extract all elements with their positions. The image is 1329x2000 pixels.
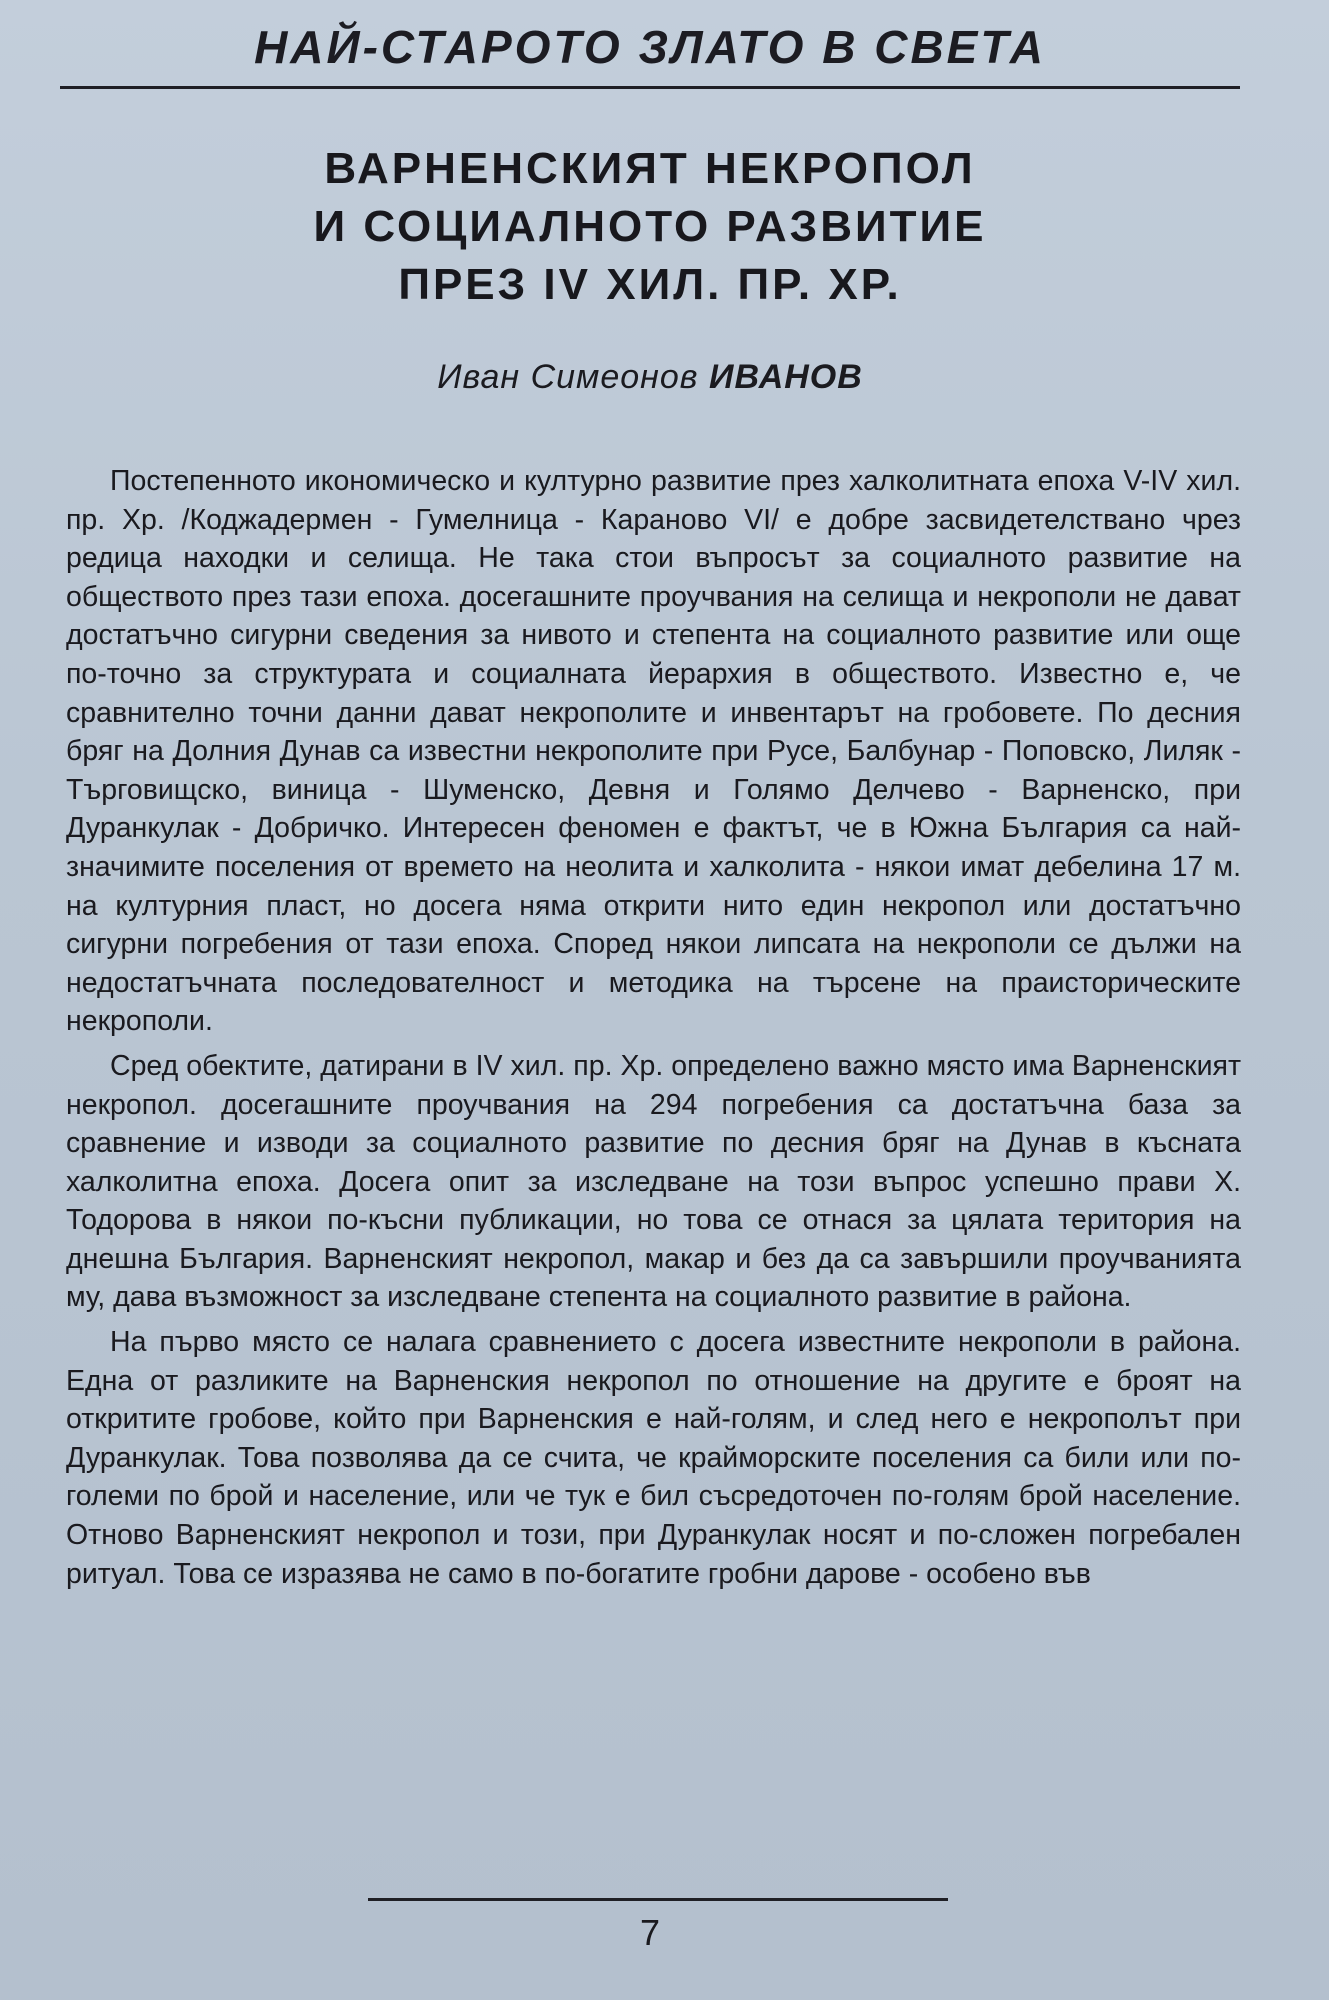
article-title [100, 140, 1200, 314]
author-given-name: Иван Симеонов [437, 358, 699, 396]
author-surname: ИВАНОВ [708, 358, 863, 396]
author-byline [100, 358, 1200, 397]
article-body [66, 462, 1241, 1599]
paragraph: На първо място се налага сравнението с досега известните некрополи в района. Една от разликите на Варненския некропол по отношение на другите е броят на откритите гробове, който при Варненския е най-голям, и след него е некрополът при Дуранкулак. Това позволява да се счита, че крайморските поселения са били или по-големи по брой и население, или че тук е бил съсредоточен по-голям брой население. Отново Варненският некропол и този, при Дуранкулак носят и по-сложен погребален ритуал. Това се изразява не само в по-богатите гробни дарове - особено във [66, 1326, 1241, 1590]
title-line-1: ВАРНЕНСКИЯТ НЕКРОПОЛ [324, 144, 976, 193]
paragraph: Сред обектите, датирани в IV хил. пр. Хр. определено важно място има Варненският некропол. досегашните проучвания на 294 погребения са достатъчна база за сравнение и изводи за социалното развитие по десния бряг на Дунав в късната халколитна епоха. Досега опит за изследване на този въпрос успешно прави Х. Тодорова в някои по-късни публикации, но това се отнася за цялата територия на днешна България. Варненският некропол, макар и без да са завършили проучванията му, дава възможност за изследване степента на социалното развитие в района. [66, 1049, 1241, 1314]
title-line-3: ПРЕЗ IV ХИЛ. ПР. ХР. [398, 260, 902, 309]
paragraph: Постепенното икономическо и културно развитие през халколитната епоха V-IV хил. пр. Хр. /Коджадермен - Гумелница - Караново VI/ е добре засвидетелствано чрез редица находки и селища. Не така стои въпросът за социалното развитие на обществото през тази епоха. досегашните проучвания на селища и некрополи не дават достатъчно сигурни сведения за нивото и степента на социалното развитие или още по-точно за структурата и социалната йерархия в обществото. Известно е, че сравнително точни данни дават некрополите и инвентарът на гробовете. По десния бряг на Долния Дунав са известни некрополите при Русе, Балбунар - Поповско, Лиляк - Търговищско, виница - Шуменско, Девня и Голямо Делчево - Варненско, при Дуранкулак - Добричко. Интересен феномен е фактът, че в Южна България са най-значимите поселения от времето на неолита и халколита - някои имат дебелина 17 м. на културния пласт, но досега няма открити нито един некропол или достатъчно сигурни погребения от тази епоха. Според някои липсата на некрополи се дължи на недостатъчната последователност и методика на търсене на праисторическите некрополи. [66, 465, 1241, 1038]
page-number: 7 [639, 1912, 661, 1953]
running-header: НАЙ-СТАРОТО ЗЛАТО В СВЕТА [254, 21, 1046, 73]
title-line-2: И СОЦИАЛНОТО РАЗВИТИЕ [313, 202, 987, 251]
header-rule [60, 86, 1240, 89]
footer-rule [368, 1898, 948, 1901]
